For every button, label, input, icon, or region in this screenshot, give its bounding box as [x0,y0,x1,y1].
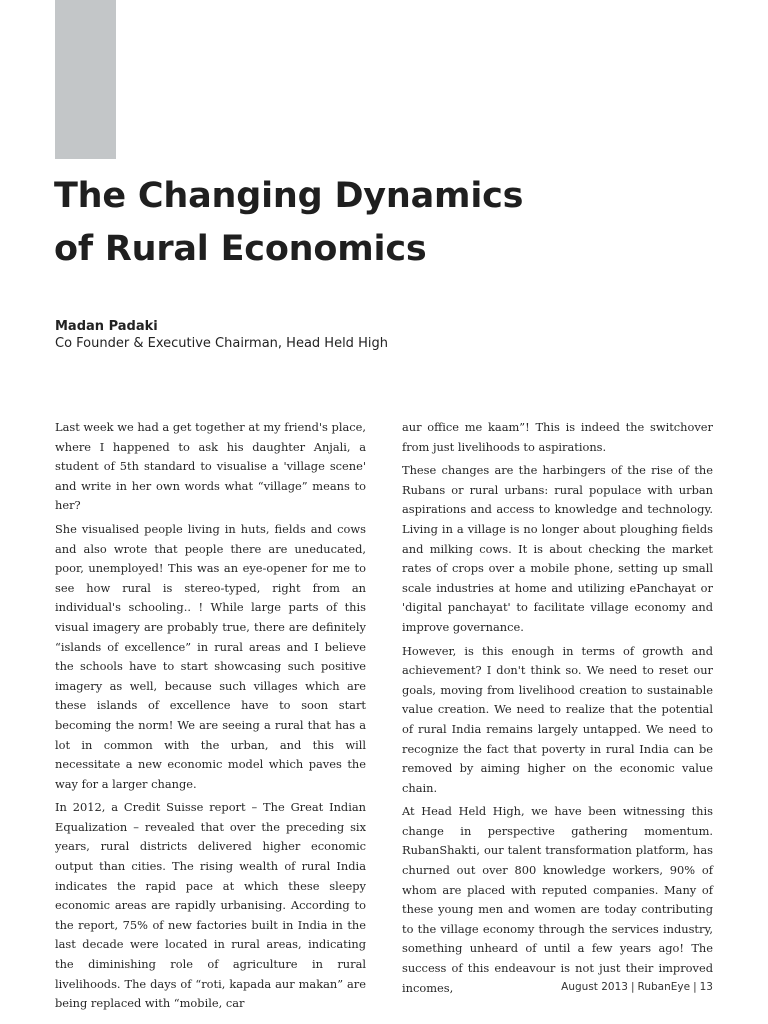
author-role: Co Founder & Executive Chairman, Head Held High [55,336,388,351]
paragraph: She visualised people living in huts, fields and cows and also wrote that people there are uneducated, poor, unemployed! This was an eye-opener for me to see how rural is stereo-typed, right from an individual's schooling.. ! While large parts of this visual imagery are probably true, there are definitely “islands of excellence” in rural areas and I believe the schools have to start showcasing such positive imagery as well, because such villages which are these islands of excellence have to soon start becoming the norm! We are seeing a rural that has a lot in common with the urban, and this will necessitate a new economic model which paves the way for a larger change. [55,521,366,791]
article-title [54,170,714,276]
page-footer [561,981,713,993]
byline [55,318,388,352]
author-name: Madan Padaki [55,319,158,334]
footer-separator: | [693,981,697,993]
left-column [55,418,366,1018]
accent-bar [55,0,116,159]
paragraph: However, is this enough in terms of growth and achievement? I don't think so. We need to reset our goals, moving from livelihood creation to sustainable value creation. We need to realize that the potential of rural India remains largely untapped. We need to recognize the fact that poverty in rural India can be removed by aiming higher on the economic value chain. [402,643,713,795]
paragraph: In 2012, a Credit Suisse report – The Great Indian Equalization – revealed that over the preceding six years, rural districts delivered higher economic output than cities. The rising wealth of rural India indicates the rapid pace at which these sleepy economic areas are rapidly urbanising. According to the report, 75% of new factories built in India in the last decade were located in rural areas, indicating the diminishing role of agriculture in rural livelihoods. The days of “roti, kapada aur makan” are being replaced with “mobile, car [55,800,366,1011]
right-column [402,418,713,1002]
footer-publication: RubanEye [637,981,691,993]
title-line-2: of Rural Economics [54,229,427,269]
footer-separator: | [630,981,635,993]
page-number: 13 [699,981,713,993]
title-line-1: The Changing Dynamics [54,176,524,216]
paragraph: These changes are the harbingers of the rise of the Rubans or rural urbans: rural populace with urban aspirations and access to knowledge and technology. Living in a village is no longer about ploughing fields and milking cows. It is about checking the market rates of crops over a mobile phone, setting up small scale industries at home and utilizing ePanchayat or 'digital panchayat' to facilitate village economy and improve governance. [402,463,713,634]
paragraph: Last week we had a get together at my friend's place, where I happened to ask his daughter Anjali, a student of 5th standard to visualise a 'village scene' and write in her own words what “village” means to her? [55,420,366,513]
paragraph: aur office me kaam”! This is indeed the switchover from just livelihoods to aspirations. [402,420,713,454]
footer-date: August 2013 [561,981,628,993]
paragraph: At Head Held High, we have been witnessing this change in perspective gathering momentum. RubanShakti, our talent transformation platform, has churned out over 800 knowledge workers, 90% of whom are placed with reputed companies. Many of these young men and women are today contributing to the village economy through the services industry, something unheard of until a few years ago! The success of this endeavour is not just their improved incomes, [402,804,713,995]
